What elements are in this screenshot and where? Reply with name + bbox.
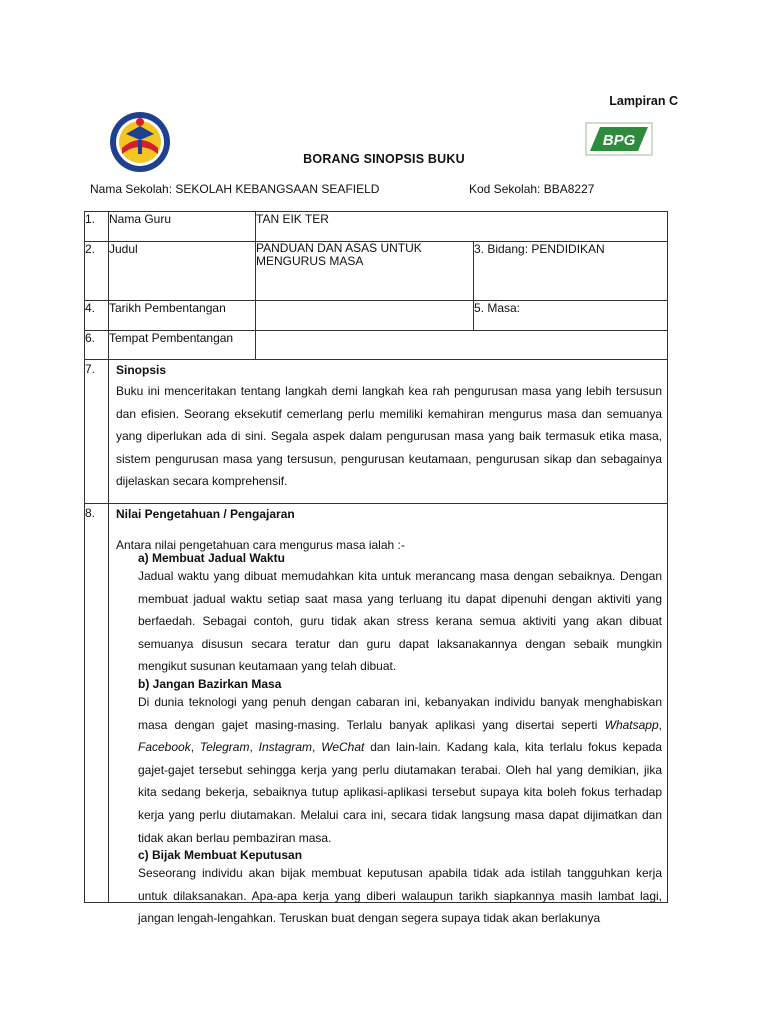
- row-presentation-venue: [85, 331, 668, 360]
- school-code: Kod Sekolah: BBA8227: [469, 182, 595, 196]
- lampiran-label: Lampiran C: [609, 94, 678, 108]
- app-separator: ,: [312, 740, 322, 755]
- row-number: 1.: [85, 212, 109, 242]
- point-b-text: [116, 691, 662, 849]
- presentation-date-label: Tarikh Pembentangan: [109, 301, 256, 331]
- title-label: Judul: [109, 242, 256, 301]
- title-value: PANDUAN DAN ASAS UNTUK MENGURUS MASA: [256, 242, 474, 301]
- row-number: 4.: [85, 301, 109, 331]
- point-a-text: Jadual waktu yang dibuat memudahkan kita untuk merancang masa dengan sebaiknya. Dengan membuat jadual waktu setiap saat masa yang terluang itu dapat dipenuhi dengan aktiviti yang berfaedah. Sebagai contoh, guru tidak akan stress kerana semua aktiviti yang akan dibuat semuanya disusun secara teratur dan guru dapat laksanakannya dengan sebaik mungkin mengikut susunan keutamaan yang telah dibuat.: [138, 568, 662, 674]
- school-name: Nama Sekolah: SEKOLAH KEBANGSAAN SEAFIELD: [90, 182, 380, 196]
- bpg-logo-text: BPG: [602, 132, 636, 149]
- app-name: Telegram: [199, 740, 250, 755]
- app-separator: ,: [249, 740, 259, 755]
- app-name: Instagram: [258, 740, 313, 755]
- app-name: Facebook: [138, 740, 191, 755]
- synopsis-heading: Sinopsis: [116, 363, 167, 377]
- presentation-venue-label: Tempat Pembentangan: [109, 331, 256, 360]
- app-name: WeChat: [321, 740, 365, 755]
- row-synopsis: [85, 360, 668, 504]
- knowledge-value-cell: [109, 503, 668, 926]
- app-name: Whatsapp: [604, 717, 659, 732]
- point-b-title: b) Jangan Bazirkan Masa: [138, 676, 282, 691]
- teacher-name-value: TAN EIK TER: [256, 212, 668, 242]
- synopsis-text: Buku ini menceritakan tentang langkah demi langkah kea rah pengurusan masa yang lebih tersusun dan efisien. Seorang eksekutif cemerlang perlu memiliki kemahiran mengurus masa dan semuanya yang diperlukan ada di sini. Segala aspek dalam pengurusan masa yang baik termasuk etika masa, sistem pengurusan masa yang tersusun, pengurusan keutamaan, pengurusan sikap dan sebagainya dijelaskan secara komprehensif.: [116, 384, 662, 489]
- presentation-date-value: [256, 301, 474, 331]
- presentation-venue-value: [256, 331, 668, 360]
- point-a-title: a) Membuat Jadual Waktu: [138, 550, 285, 565]
- app-separator: ,: [658, 717, 662, 732]
- row-knowledge-value: [85, 503, 668, 902]
- point-c-text: Seseorang individu akan bijak membuat keputusan apabila tidak ada istilah tangguhkan kerja untuk dilaksanakan. Apa-apa kerja yang diberi walaupun tarikh siapkannya masih lambat lagi, jangan lengah-lengahkan. Teruskan buat dengan segera supaya tidak akan berlakunya: [138, 866, 662, 926]
- row-presentation-date: [85, 301, 668, 331]
- form-title: BORANG SINOPSIS BUKU: [303, 152, 465, 166]
- knowledge-value-heading: Nilai Pengetahuan / Pengajaran: [116, 506, 295, 521]
- point-c-title: c) Bijak Membuat Keputusan: [138, 848, 303, 863]
- row-number: 8.: [85, 503, 109, 902]
- row-number: 7.: [85, 360, 109, 504]
- synopsis-cell: [109, 360, 668, 504]
- row-teacher-name: [85, 212, 668, 242]
- time-label: 5. Masa:: [474, 301, 668, 331]
- row-title: [85, 242, 668, 301]
- point-b-text-part2: dan lain-lain. Kadang kala, kita terlalu fokus kepada gajet-gajet tersebut sehingga kerja yang perlu diutamakan terabai. Oleh hal yang demikian, jika kita sedang bekerja, sebaiknya tutup aplikasi-aplikasi tersebut supaya kita boleh fokus terhadap kerja yang perlu diutamakan. Melalui cara ini, secara tidak langsung masa dapat dijimatkan dan tidak akan berlau pembaziran masa.: [138, 740, 662, 845]
- point-b-text-part1: Di dunia teknologi yang penuh dengan cabaran ini, kebanyakan individu banyak menghabiskan masa dengan gajet masing-masing. Terlalu banyak aplikasi yang disertai seperti: [138, 694, 662, 732]
- field-value: 3. Bidang: PENDIDIKAN: [474, 242, 668, 301]
- teacher-name-label: Nama Guru: [109, 212, 256, 242]
- synopsis-form-table: [84, 211, 668, 926]
- row-number: 2.: [85, 242, 109, 301]
- knowledge-intro: Antara nilai pengetahuan cara mengurus masa ialah :-: [116, 537, 405, 552]
- app-separator: ,: [190, 740, 200, 755]
- row-number: 6.: [85, 331, 109, 360]
